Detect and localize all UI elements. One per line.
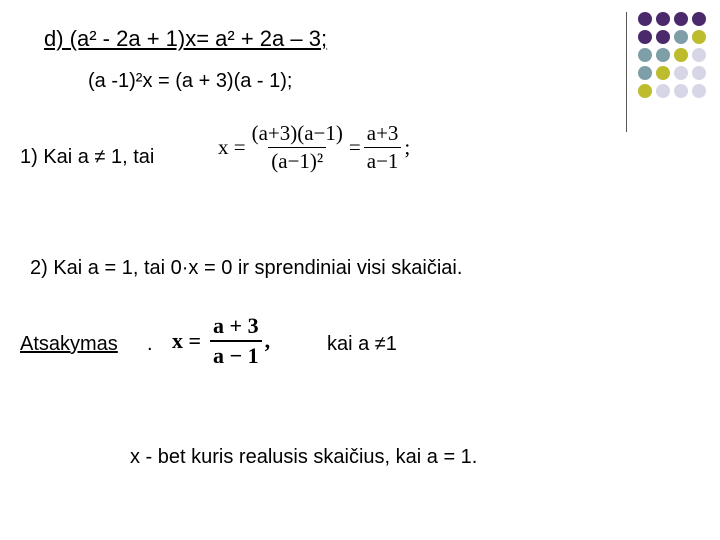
decorative-dot (656, 12, 670, 26)
formula-1-fraction-1-denominator: (a−1)² (268, 147, 326, 174)
decorative-dot (692, 30, 706, 44)
decorative-dot (674, 84, 688, 98)
decorative-dot (692, 48, 706, 62)
decorative-dot (674, 66, 688, 80)
equation-factored: (a -1)²x = (a + 3)(a - 1); (88, 70, 293, 92)
final-statement: x - bet kuris realusis skaičius, kai a = 1. (130, 446, 478, 468)
formula-2-fraction (210, 313, 262, 369)
decorative-dot (656, 66, 670, 80)
formula-1-fraction-2-denominator: a−1 (364, 147, 402, 174)
decorative-dot (656, 48, 670, 62)
decorative-dot (692, 66, 706, 80)
formula-1-fraction-1-numerator: (a+3)(a−1) (251, 121, 343, 145)
answer-condition: kai a ≠1 (327, 333, 397, 355)
formula-1-lhs: x = (218, 135, 246, 159)
decorative-dot (638, 66, 652, 80)
decorative-divider-line (626, 12, 627, 132)
answer-label: Atsakymas (20, 333, 118, 355)
decorative-dot (638, 48, 652, 62)
case-2-text: 2) Kai a = 1, tai 0·x = 0 ir sprendiniai visi skaičiai. (30, 257, 463, 279)
problem-title: d) (a² - 2a + 1)x= a² + 2a – 3; (44, 26, 328, 51)
formula-1-fraction-2 (364, 121, 402, 174)
decorative-dot (638, 84, 652, 98)
decorative-dot (674, 12, 688, 26)
answer-label-period: . (147, 333, 153, 355)
decorative-dot (674, 30, 688, 44)
decorative-dot (692, 84, 706, 98)
case-1-text: 1) Kai a ≠ 1, tai (20, 146, 155, 168)
formula-2-denominator: a − 1 (210, 340, 262, 369)
formula-1-end: ; (404, 135, 411, 159)
decorative-dot (638, 30, 652, 44)
formula-1-fraction-2-numerator: a+3 (366, 121, 399, 145)
formula-1-fraction-1 (249, 121, 346, 174)
formula-1-equals: = (348, 135, 361, 159)
formula-2-lhs: x = (172, 328, 202, 353)
formula-case-1 (218, 121, 410, 174)
formula-2-end: , (264, 328, 271, 353)
formula-2-numerator: a + 3 (213, 313, 259, 338)
decorative-dot (638, 12, 652, 26)
decorative-dot (692, 12, 706, 26)
decorative-dot (656, 30, 670, 44)
decorative-dot (656, 84, 670, 98)
decorative-dot (674, 48, 688, 62)
formula-answer (172, 313, 270, 369)
